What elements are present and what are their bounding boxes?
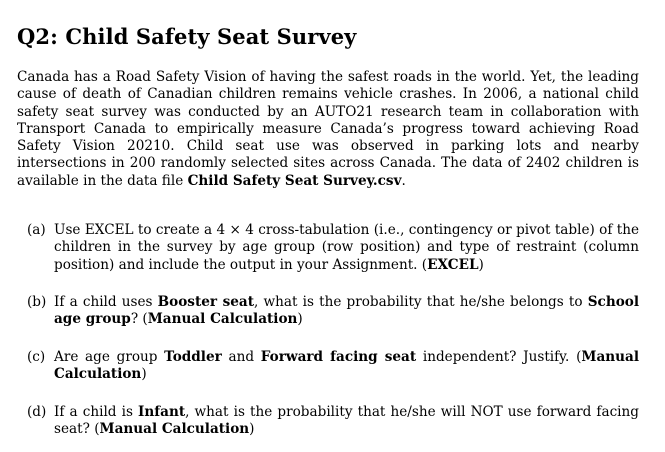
question-bold-part: Toddler — [164, 349, 222, 365]
question-text-part: If a child uses — [54, 294, 158, 310]
question-bold-part: Forward facing seat — [260, 349, 417, 365]
question-b — [27, 294, 639, 329]
question-text-part: Use EXCEL to create a 4 × 4 cross-tabulation (i.e., contingency or pivot table) of the children in the survey by age group (row position) and type of restraint (column position) and include the output in your Assignment. ( — [54, 222, 639, 273]
question-text-part: ) — [478, 256, 484, 273]
question-d — [27, 404, 639, 439]
question-bold-part: Manual Calculation — [54, 349, 639, 383]
intro-paragraph — [17, 69, 639, 190]
question-text-part: If a child is — [54, 404, 139, 420]
intro-text-end: . — [401, 172, 406, 189]
question-text — [54, 222, 639, 274]
question-bold-part: School age group — [54, 294, 639, 328]
question-bold-part: EXCEL — [427, 256, 479, 273]
question-bold-part: Manual Calculation — [99, 421, 250, 438]
question-text-part: and — [221, 349, 261, 365]
question-a — [27, 222, 639, 274]
question-label: (b) — [27, 294, 47, 310]
question-title: Q2: Child Safety Seat Survey — [17, 24, 357, 49]
question-text — [54, 404, 639, 439]
question-text-part: ? ( — [130, 311, 148, 328]
question-bold-part: Manual Calculation — [147, 311, 298, 328]
question-text-part: , what is the probability that he/she belongs to — [254, 294, 588, 310]
question-c — [27, 349, 639, 384]
question-text-part: independent? Justify. ( — [416, 349, 582, 365]
question-text-part: , what is the probability that he/she will NOT use forward facing seat? ( — [54, 404, 639, 438]
question-text-part: ) — [141, 366, 147, 383]
data-file-name: Child Safety Seat Survey.csv — [187, 172, 402, 189]
question-text-part: ) — [297, 311, 303, 328]
question-label: (a) — [27, 222, 46, 238]
question-text — [54, 349, 639, 384]
question-text-part: Are age group — [54, 349, 165, 365]
question-text-part: ) — [249, 421, 255, 438]
question-label: (c) — [27, 349, 46, 365]
question-bold-part: Infant — [138, 404, 186, 420]
question-label: (d) — [27, 404, 47, 420]
question-text — [54, 294, 639, 329]
intro-text: Canada has a Road Safety Vision of having the safest roads in the world. Yet, the leading cause of death of Canadian children remains vehicle crashes. In 2006, a national child safety seat survey was conducted by an AUTO21 research team in collaboration with Transport Canada to empirically measure Canada’s progress toward achieving Road Safety Vision 20210. Child seat use was observed in parking lots and nearby intersections in 200 randomly selected sites across Canada. The data of 2402 children is available in the data file — [17, 69, 639, 189]
question-bold-part: Booster seat — [157, 294, 255, 310]
